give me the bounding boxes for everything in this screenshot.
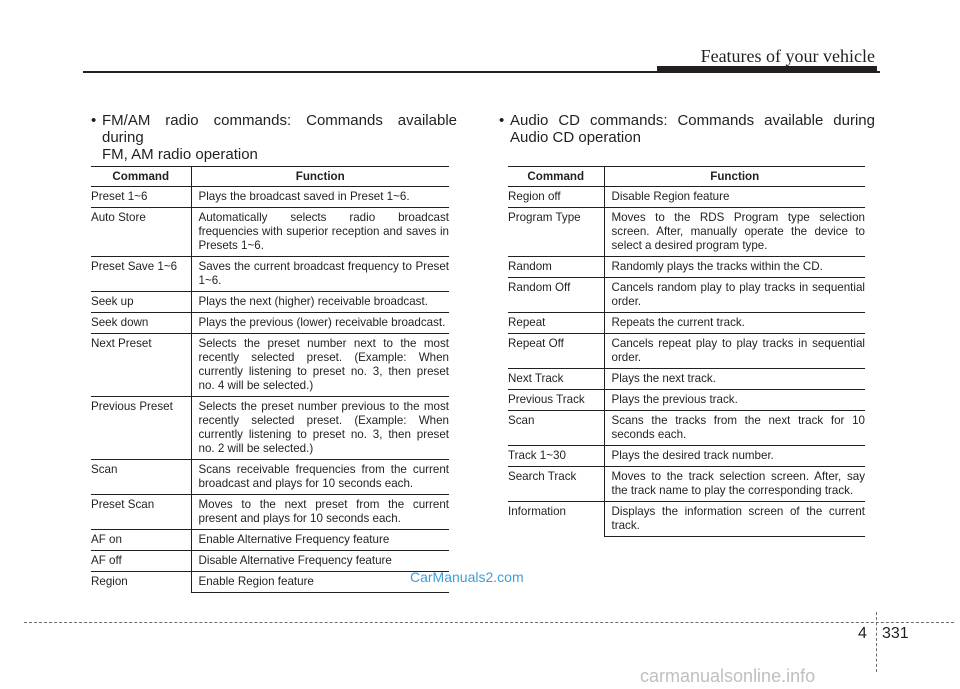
command-cell: Preset 1~6: [91, 187, 191, 208]
command-cell: Previous Preset: [91, 397, 191, 460]
command-cell: Repeat: [508, 313, 604, 334]
table-row: [91, 397, 449, 460]
radio-intro-line1: FM/AM radio commands: Commands available during: [102, 112, 457, 146]
table-row: [508, 334, 865, 369]
command-cell: Random Off: [508, 278, 604, 313]
function-cell: Displays the information screen of the current track.: [604, 502, 865, 537]
table-row: [91, 530, 449, 551]
command-cell: AF on: [91, 530, 191, 551]
command-cell: Preset Scan: [91, 495, 191, 530]
table-header-row: [91, 167, 449, 187]
function-cell: Cancels random play to play tracks in sequential order.: [604, 278, 865, 313]
command-cell: Seek down: [91, 313, 191, 334]
command-cell: Region off: [508, 187, 604, 208]
table-row: [91, 313, 449, 334]
column-header-function: Function: [604, 167, 865, 187]
function-cell: Plays the previous (lower) receivable broadcast.: [191, 313, 449, 334]
table-header-row: [508, 167, 865, 187]
function-cell: Automatically selects radio broadcast frequencies with superior reception and saves in Presets 1~6.: [191, 208, 449, 257]
command-cell: Seek up: [91, 292, 191, 313]
radio-commands-intro: [91, 112, 457, 163]
function-cell: Randomly plays the tracks within the CD.: [604, 257, 865, 278]
table-row: [508, 313, 865, 334]
table-row: [91, 257, 449, 292]
command-cell: Scan: [508, 411, 604, 446]
footer-page-separator: [876, 612, 877, 672]
table-row: [91, 460, 449, 495]
function-cell: Moves to the RDS Program type selection screen. After, manually operate the device to select a desired program type.: [604, 208, 865, 257]
radio-commands-table: [91, 166, 449, 593]
function-cell: Moves to the next preset from the current present and plays for 10 seconds each.: [191, 495, 449, 530]
table-row: [508, 502, 865, 537]
cd-commands-intro: [499, 112, 875, 146]
function-cell: Selects the preset number next to the most recently selected preset. (Example: When currently listening to preset no. 3, then preset no. 4 will be selected.): [191, 334, 449, 397]
table-row: [508, 390, 865, 411]
command-cell: Track 1~30: [508, 446, 604, 467]
function-cell: Saves the current broadcast frequency to Preset 1~6.: [191, 257, 449, 292]
function-cell: Enable Region feature: [191, 572, 449, 593]
column-header-command: Command: [508, 167, 604, 187]
function-cell: Scans the tracks from the next track for 10 seconds each.: [604, 411, 865, 446]
bullet: •: [499, 112, 505, 129]
function-cell: Plays the next track.: [604, 369, 865, 390]
function-cell: Disable Alternative Frequency feature: [191, 551, 449, 572]
column-header-function: Function: [191, 167, 449, 187]
command-cell: Information: [508, 502, 604, 537]
table-row: [508, 467, 865, 502]
site-watermark: carmanualsonline.info: [640, 666, 816, 686]
chapter-number: 4: [858, 625, 867, 642]
command-cell: Scan: [91, 460, 191, 495]
function-cell: Plays the desired track number.: [604, 446, 865, 467]
footer-divider: [24, 622, 954, 623]
table-row: [508, 411, 865, 446]
function-cell: Moves to the track selection screen. After, say the track name to play the corresponding track.: [604, 467, 865, 502]
radio-intro-line2: FM, AM radio operation: [102, 146, 258, 163]
command-cell: Previous Track: [508, 390, 604, 411]
command-cell: Next Track: [508, 369, 604, 390]
table-row: [508, 257, 865, 278]
page-header-title: Features of your vehicle: [700, 46, 875, 66]
function-cell: Enable Alternative Frequency feature: [191, 530, 449, 551]
cd-intro-line2: Audio CD operation: [510, 129, 641, 146]
table-row: [91, 334, 449, 397]
cd-intro-line1: Audio CD commands: Commands available during: [510, 112, 875, 129]
table-row: [91, 572, 449, 593]
table-row: [508, 278, 865, 313]
function-cell: Disable Region feature: [604, 187, 865, 208]
command-cell: Preset Save 1~6: [91, 257, 191, 292]
command-cell: Repeat Off: [508, 334, 604, 369]
bullet: •: [91, 112, 97, 129]
header-rule-accent: [657, 66, 877, 73]
table-row: [91, 208, 449, 257]
table-row: [508, 446, 865, 467]
command-cell: Region: [91, 572, 191, 593]
function-cell: Cancels repeat play to play tracks in sequential order.: [604, 334, 865, 369]
command-cell: Program Type: [508, 208, 604, 257]
function-cell: Plays the broadcast saved in Preset 1~6.: [191, 187, 449, 208]
function-cell: Plays the previous track.: [604, 390, 865, 411]
table-row: [508, 369, 865, 390]
command-cell: Search Track: [508, 467, 604, 502]
table-row: [91, 551, 449, 572]
table-row: [508, 187, 865, 208]
watermark-link[interactable]: CarManuals2.com: [410, 569, 524, 585]
cd-commands-table: [508, 166, 865, 537]
table-row: [91, 187, 449, 208]
command-cell: AF off: [91, 551, 191, 572]
function-cell: Selects the preset number previous to the most recently selected preset. (Example: When currently listening to preset no. 3, then preset no. 2 will be selected.): [191, 397, 449, 460]
function-cell: Plays the next (higher) receivable broadcast.: [191, 292, 449, 313]
function-cell: Repeats the current track.: [604, 313, 865, 334]
command-cell: Random: [508, 257, 604, 278]
table-row: [91, 292, 449, 313]
page-number: 331: [882, 625, 909, 642]
command-cell: Auto Store: [91, 208, 191, 257]
column-header-command: Command: [91, 167, 191, 187]
function-cell: Scans receivable frequencies from the current broadcast and plays for 10 seconds each.: [191, 460, 449, 495]
table-row: [91, 495, 449, 530]
table-row: [508, 208, 865, 257]
command-cell: Next Preset: [91, 334, 191, 397]
